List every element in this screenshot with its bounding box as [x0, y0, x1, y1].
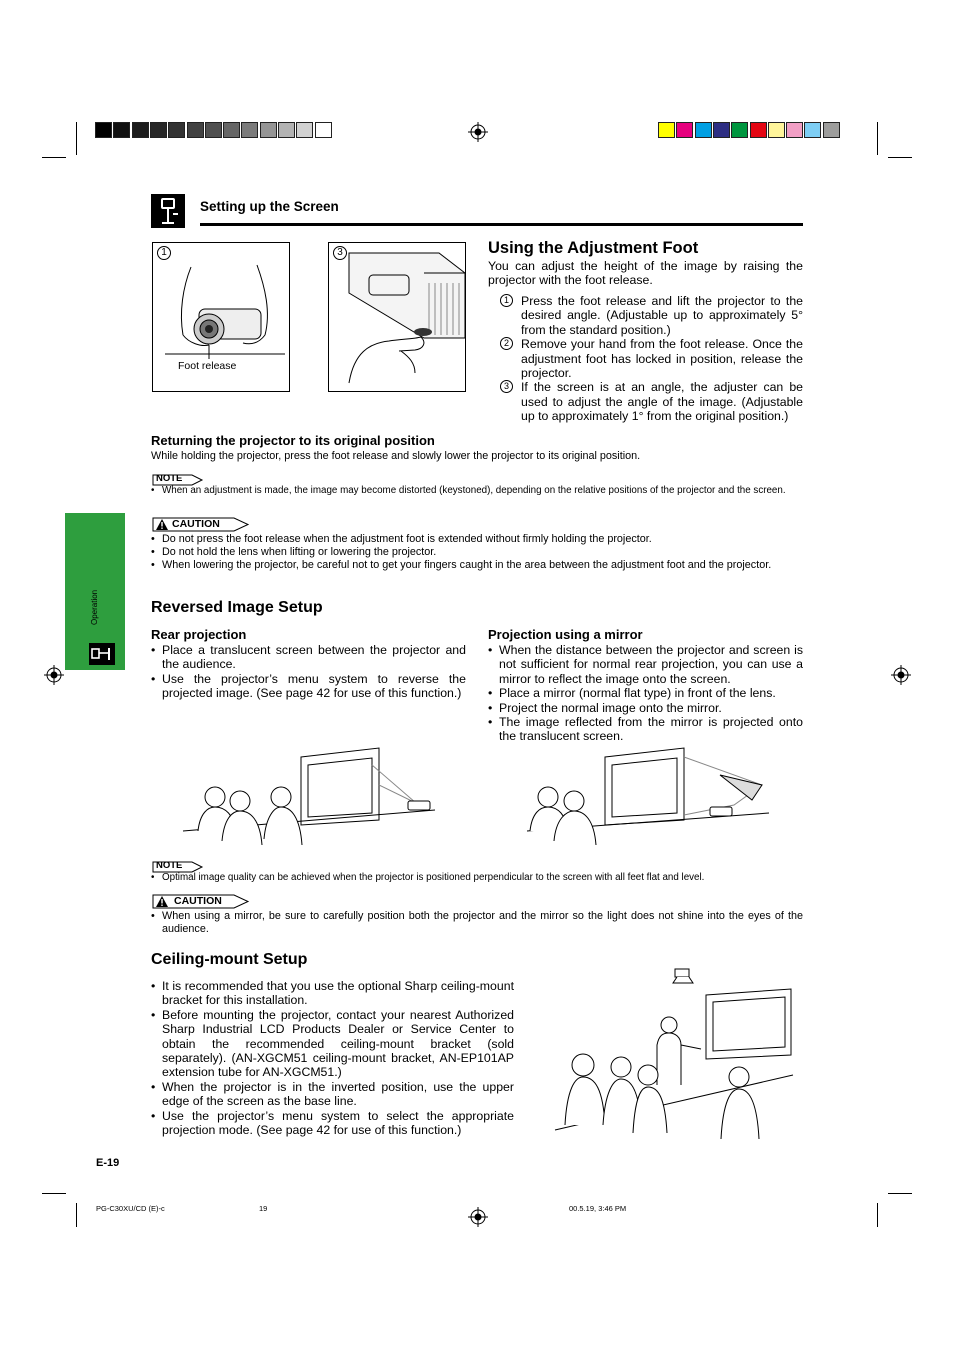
sidebar-tab [65, 513, 125, 670]
color-swatch [241, 122, 258, 138]
step-text: Remove your hand from the foot release. Once the adjustment foot has locked in position, release the projector. [521, 337, 803, 381]
projector-icon [89, 643, 115, 665]
note-label: NOTE [156, 473, 183, 484]
color-swatch [296, 122, 313, 138]
step-item [488, 294, 803, 337]
caution-badge [152, 894, 250, 908]
color-swatch [695, 122, 712, 138]
note-badge [152, 473, 204, 484]
hands-lifting-projector-illustration [161, 257, 285, 362]
returning-cautions [151, 533, 803, 572]
list-item: • It is recommended that you use the optional Sharp ceiling-mount bracket for this installation. [151, 979, 514, 1008]
step-text: Press the foot release and lift the projector to the desired angle. (Adjustable up to approximately 5° from the standard position.) [521, 294, 803, 337]
adjustment-intro: You can adjust the height of the image by raising the projector with the foot release. [488, 259, 803, 288]
color-swatch [713, 122, 730, 138]
step-number: 2 [500, 337, 513, 350]
adjustment-steps [488, 294, 803, 424]
print-timestamp: 00.5.19, 3:46 PM [569, 1204, 627, 1213]
figure-caption: Foot release [178, 360, 237, 372]
section-icon [151, 194, 185, 228]
list-item: • Do not hold the lens when lifting or lowering the projector. [151, 546, 803, 559]
color-swatch [786, 122, 803, 138]
mirror-projection-illustration [524, 745, 774, 853]
returning-title: Returning the projector to its original position [151, 433, 435, 448]
list-item: • When the distance between the projector and screen is not sufficient for normal rear projection, you can use a mirror to reflect the image onto the screen. [488, 643, 803, 686]
caution-badge [152, 517, 250, 531]
figure-marker: 1 [157, 246, 171, 260]
list-item: • Use the projector’s menu system to reverse the projected image. (See page 42 for use of this function.) [151, 672, 466, 701]
registration-mark-icon [468, 122, 488, 142]
figure-foot-release [152, 242, 290, 392]
section-rule [200, 223, 803, 226]
section-title: Setting up the Screen [200, 199, 339, 214]
color-swatch [823, 122, 840, 138]
color-swatch [260, 122, 277, 138]
list-item: • Place a translucent screen between the projector and the audience. [151, 643, 466, 672]
sidebar-tab-label: Operation [90, 589, 99, 625]
list-item: • When using a mirror, be sure to carefully position both the projector and the mirror so the light does not shine into the eyes of the audience. [151, 910, 803, 936]
list-item: • Project the normal image onto the mirror. [488, 701, 803, 715]
color-swatch [132, 122, 149, 138]
list-item: • The image reflected from the mirror is projected onto the translucent screen. [488, 715, 803, 744]
crop-mark [42, 1193, 66, 1194]
registration-mark-icon [468, 1207, 488, 1227]
color-swatch [95, 122, 112, 138]
color-swatch [168, 122, 185, 138]
reversed-notes [151, 872, 803, 885]
color-swatch [150, 122, 167, 138]
crop-mark [888, 157, 912, 158]
figure-adjuster [328, 242, 466, 392]
registration-mark-icon [44, 665, 64, 685]
reversed-cautions [151, 910, 803, 936]
list-item: • When lowering the projector, be careful not to get your fingers caught in the area between the adjustment foot and the projector. [151, 559, 803, 572]
list-item: • Before mounting the projector, contact your nearest Authorized Sharp Industrial LCD Products Dealer or Service Center to obtain the recommended ceiling-mount bracket (sold separately). (AN-XGCM51 ceiling-mount bracket, AN-EP101AP extension tube for AN-XGCM51.) [151, 1008, 514, 1080]
adjustment-title: Using the Adjustment Foot [488, 239, 699, 257]
step-number: 1 [500, 294, 513, 307]
crop-mark [42, 157, 66, 158]
list-item: • When the projector is in the inverted position, use the upper edge of the screen as the base line. [151, 1080, 514, 1109]
color-swatch [768, 122, 785, 138]
caution-label: CAUTION [172, 518, 220, 530]
color-swatch [223, 122, 240, 138]
crop-mark [76, 122, 77, 155]
list-item: • Use the projector’s menu system to select the appropriate projection mode. (See page 42 for use of this function.) [151, 1109, 514, 1138]
list-item: • Place a mirror (normal flat type) in front of the lens. [488, 686, 803, 700]
projector-adjuster-illustration [329, 243, 465, 391]
color-swatch [804, 122, 821, 138]
ceiling-list [151, 979, 514, 1137]
step-item [488, 337, 803, 380]
mirror-projection-list [488, 643, 803, 744]
step-number: 3 [500, 380, 513, 393]
color-swatch [205, 122, 222, 138]
returning-notes [151, 485, 803, 498]
crop-mark [877, 1203, 878, 1227]
list-item: • Optimal image quality can be achieved when the projector is positioned perpendicular to the screen with all feet flat and level. [151, 872, 803, 885]
list-item: • When an adjustment is made, the image may become distorted (keystoned), depending on the relative positions of the projector and the screen. [151, 485, 803, 498]
crop-mark [76, 1203, 77, 1227]
mirror-projection-title: Projection using a mirror [488, 627, 643, 642]
file-name: PG-C30XU/CD (E)-c [96, 1204, 165, 1213]
crop-mark [877, 122, 878, 155]
note-badge [152, 860, 204, 871]
reversed-title: Reversed Image Setup [151, 599, 323, 616]
crop-mark [888, 1193, 912, 1194]
step-text: If the screen is at an angle, the adjuster can be used to adjust the angle of the image. (Adjustable up to approximately 1° from the original position.) [521, 380, 803, 424]
registration-mark-icon [891, 665, 911, 685]
ceiling-title: Ceiling-mount Setup [151, 951, 308, 968]
list-item: • Do not press the foot release when the adjustment foot is extended without firmly holding the projector. [151, 533, 803, 546]
rear-projection-illustration [180, 745, 442, 853]
sheet-number: 19 [259, 1204, 268, 1213]
figure-marker: 3 [333, 246, 347, 260]
color-swatch [278, 122, 295, 138]
color-swatch [113, 122, 130, 138]
page-number: E-19 [96, 1157, 120, 1169]
color-swatch [750, 122, 767, 138]
rear-projection-list [151, 643, 466, 701]
ceiling-mount-illustration [553, 965, 805, 1140]
returning-text: While holding the projector, press the foot release and slowly lower the projector to its original position. [151, 450, 641, 462]
color-swatch [187, 122, 204, 138]
color-swatch [731, 122, 748, 138]
color-swatch [658, 122, 675, 138]
caution-label: CAUTION [174, 895, 222, 907]
color-swatch [676, 122, 693, 138]
color-swatch [315, 122, 332, 138]
step-item [488, 380, 803, 423]
rear-projection-title: Rear projection [151, 627, 247, 642]
note-label: NOTE [156, 860, 183, 871]
